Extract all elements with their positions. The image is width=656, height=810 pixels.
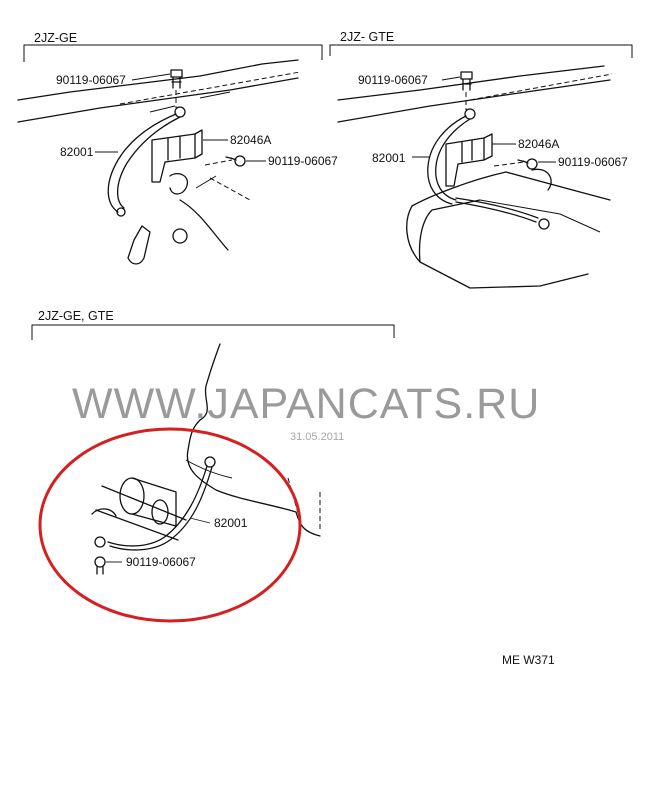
bracket-icon <box>446 134 492 186</box>
panel-bracket <box>32 325 394 340</box>
panel-header-2jz-ge-gte: 2JZ-GE, GTE <box>38 309 114 323</box>
bolt-side-icon <box>205 156 245 166</box>
panel-header-2jz-ge: 2JZ-GE <box>34 31 78 45</box>
panel-2jz-ge-gte <box>32 309 394 621</box>
panel-2jz-gte <box>330 30 632 288</box>
label-cable: 82001 <box>214 516 248 530</box>
bolt-icon <box>95 557 105 574</box>
panel-bracket <box>330 45 632 58</box>
panel-2jz-ge <box>18 31 338 264</box>
bracket-icon <box>152 130 202 243</box>
body-panel-drawing <box>338 66 612 288</box>
label-cable: 82001 <box>372 151 406 165</box>
watermark-text: WWW.JAPANCATS.RU <box>72 380 541 428</box>
panel-header-2jz-gte: 2JZ- GTE <box>340 30 395 44</box>
panel-bracket <box>24 45 322 62</box>
label-bracket: 82046A <box>518 137 560 151</box>
label-bolt-top: 90119-06067 <box>358 73 428 87</box>
engine-lug-drawing <box>128 176 250 264</box>
label-bolt-top: 90119-06067 <box>56 73 126 87</box>
bolt-side-icon <box>494 159 537 169</box>
body-panel-drawing <box>18 60 300 122</box>
label-bracket: 82046A <box>230 133 272 147</box>
bolt-top-icon <box>461 72 472 90</box>
watermark-date: 31.05.2011 <box>290 431 345 443</box>
label-bolt-side: 90119-06067 <box>558 155 628 169</box>
label-bolt-side: 90119-06067 <box>268 154 338 168</box>
label-bolt: 90119-06067 <box>126 555 196 569</box>
figure-code: ME W371 <box>502 653 555 667</box>
label-cable: 82001 <box>60 145 94 159</box>
